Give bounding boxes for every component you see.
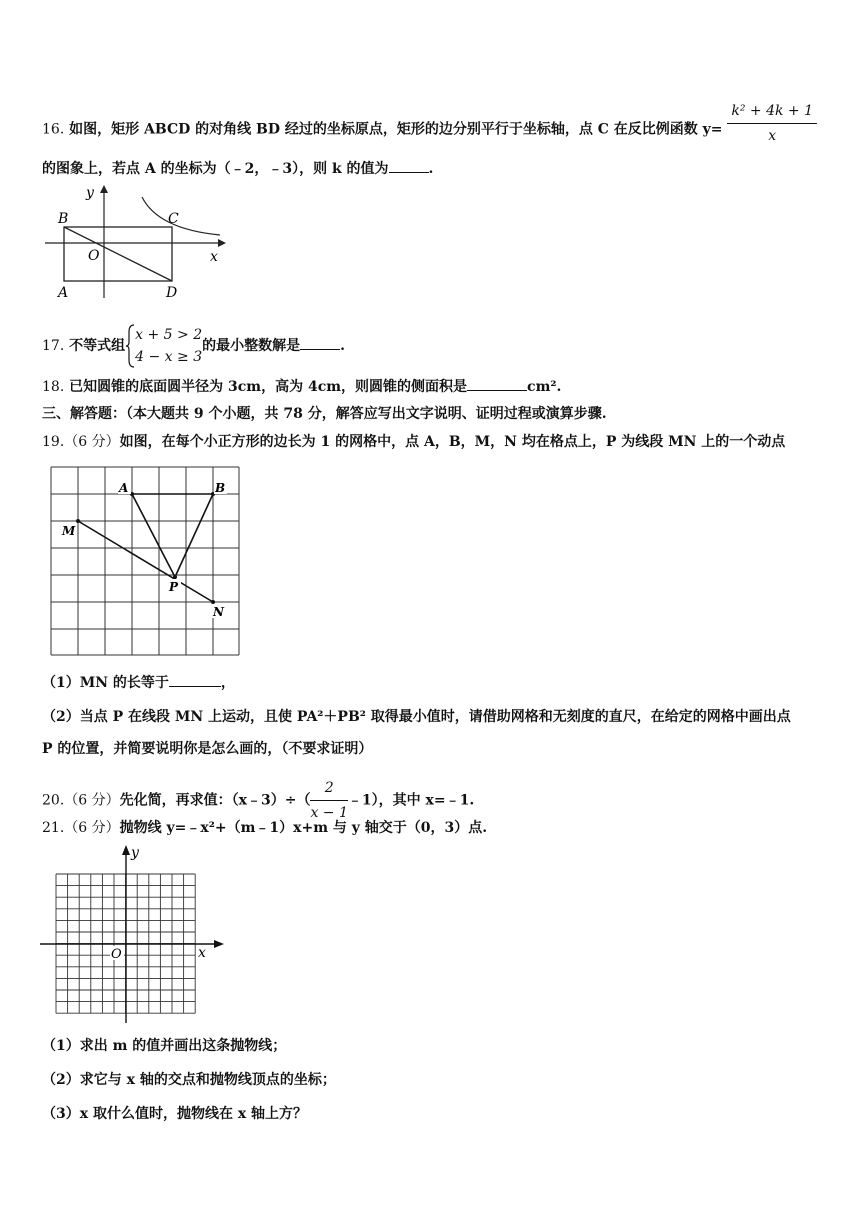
q19-sub2-line1 <box>42 707 791 727</box>
q19-sub1-blank[interactable] <box>169 672 221 687</box>
q21-score: （6 分） <box>64 820 120 836</box>
q16-frac-numerator: k² + 4k + 1 <box>727 101 817 124</box>
fig21-label-x: x <box>198 945 206 961</box>
q18-answer-blank[interactable] <box>467 376 527 391</box>
figure-21-coordinate-grid <box>38 843 228 1025</box>
q21-number: 21. <box>42 820 65 836</box>
q17-line <box>42 324 345 368</box>
fig16-label-y: y <box>86 185 94 201</box>
q19-sub1-end: ， <box>220 675 235 691</box>
q18-unit: cm². <box>527 379 562 395</box>
q21-sub3-text: （3）x 取什么值时，抛物线在 x 轴上方？ <box>42 1106 308 1122</box>
q20-score: （6 分） <box>64 792 120 809</box>
q18-line <box>42 376 561 397</box>
q19-text: 如图，在每个小正方形的边长为 1 的网格中，点 A，B，M，N 均在格点上，P 为线段 MN 上的一个动点 <box>119 434 786 450</box>
q21-sub2 <box>42 1070 336 1090</box>
q16-line2 <box>42 158 433 179</box>
q17-text-b: 的最小整数解是 <box>202 338 301 354</box>
fig19-label-m: M <box>62 524 76 538</box>
q20-line <box>42 778 474 823</box>
section3-text: 三、解答题：（本大题共 9 个小题，共 78 分，解答应写出文字说明、证明过程或演算步骤. <box>42 406 607 422</box>
q17-inequality-2: 4 − x ≥ 3 <box>135 349 203 365</box>
q21-sub1 <box>42 1036 286 1056</box>
q18-text: 已知圆锥的底面圆半径为 3cm，高为 4cm，则圆锥的侧面积是 <box>69 379 468 395</box>
q17-number: 17. <box>42 338 65 354</box>
q20-text-b: ﹣1），其中 x=﹣1. <box>347 792 475 809</box>
q19-sub1 <box>42 672 235 693</box>
q19-sub1-text: （1）MN 的长等于 <box>42 675 169 691</box>
fig21-label-y: y <box>131 845 139 861</box>
q17-answer-blank[interactable] <box>300 335 340 350</box>
fig19-label-n: N <box>213 605 224 619</box>
fig19-label-a: A <box>119 481 129 495</box>
fig19-label-b: B <box>215 481 226 495</box>
fig21-label-o: O <box>111 947 122 962</box>
q21-sub3 <box>42 1104 307 1124</box>
section3-heading <box>42 404 607 424</box>
q17-inequality-1: x + 5 > 2 <box>135 327 203 343</box>
q17-text-a: 不等式组 <box>69 338 126 354</box>
q21-sub2-text: （2）求它与 x 轴的交点和抛物线顶点的坐标； <box>42 1072 336 1088</box>
q19-number: 19. <box>42 434 65 450</box>
q16-answer-blank[interactable] <box>389 158 429 173</box>
fig16-label-o: O <box>88 248 100 264</box>
fig16-label-b: B <box>58 211 69 227</box>
q17-inequality-system <box>125 324 202 368</box>
q20-frac-numerator: 2 <box>310 778 347 801</box>
q20-text-a: 先化简，再求值：（x﹣3）÷（ <box>119 792 311 809</box>
q19-sub2-text-b: P 的位置，并简要说明你是怎么画的，（不要求证明） <box>42 741 373 757</box>
q18-number: 18. <box>42 379 65 395</box>
q17-end: . <box>340 338 345 354</box>
q16-text-a: 如图，矩形 ABCD 的对角线 BD 经过的坐标原点，矩形的边分别平行于坐标轴，点 C 在反比例函数 y= <box>69 121 723 138</box>
fig16-label-d: D <box>166 285 178 301</box>
q19-sub2-line2 <box>42 739 372 759</box>
q20-number: 20. <box>42 792 65 809</box>
fig16-label-c: C <box>168 211 179 227</box>
q16-number: 16. <box>42 121 65 138</box>
q19-line <box>42 432 785 452</box>
q16-end: . <box>428 161 434 177</box>
q21-sub1-text: （1）求出 m 的值并画出这条抛物线； <box>42 1038 287 1054</box>
fig19-label-p: P <box>169 580 179 594</box>
q19-score: （6 分） <box>64 434 120 450</box>
figure-16-rectangle-diagram <box>40 183 230 301</box>
q21-text: 抛物线 y=﹣x²+（m﹣1）x+m 与 y 轴交于（0，3）点. <box>119 820 488 836</box>
q21-line <box>42 818 487 838</box>
q16-text-b: 的图象上，若点 A 的坐标为（﹣2，﹣3），则 k 的值为 <box>42 161 389 177</box>
q19-sub2-text-a: （2）当点 P 在线段 MN 上运动，且使 PA²＋PB² 取得最小值时，请借助网格和无刻度的直尺，在给定的网格中画出点 <box>42 709 791 725</box>
q20-frac-denominator: x − 1 <box>310 805 348 821</box>
figure-19-grid-diagram <box>50 466 240 656</box>
q16-fraction <box>727 101 817 146</box>
q16-line1 <box>42 103 817 152</box>
q16-frac-denominator: x <box>768 128 777 144</box>
q20-fraction <box>310 778 347 823</box>
fig16-label-a: A <box>58 285 69 301</box>
fig16-label-x: x <box>210 249 218 265</box>
brace-icon <box>125 324 135 368</box>
